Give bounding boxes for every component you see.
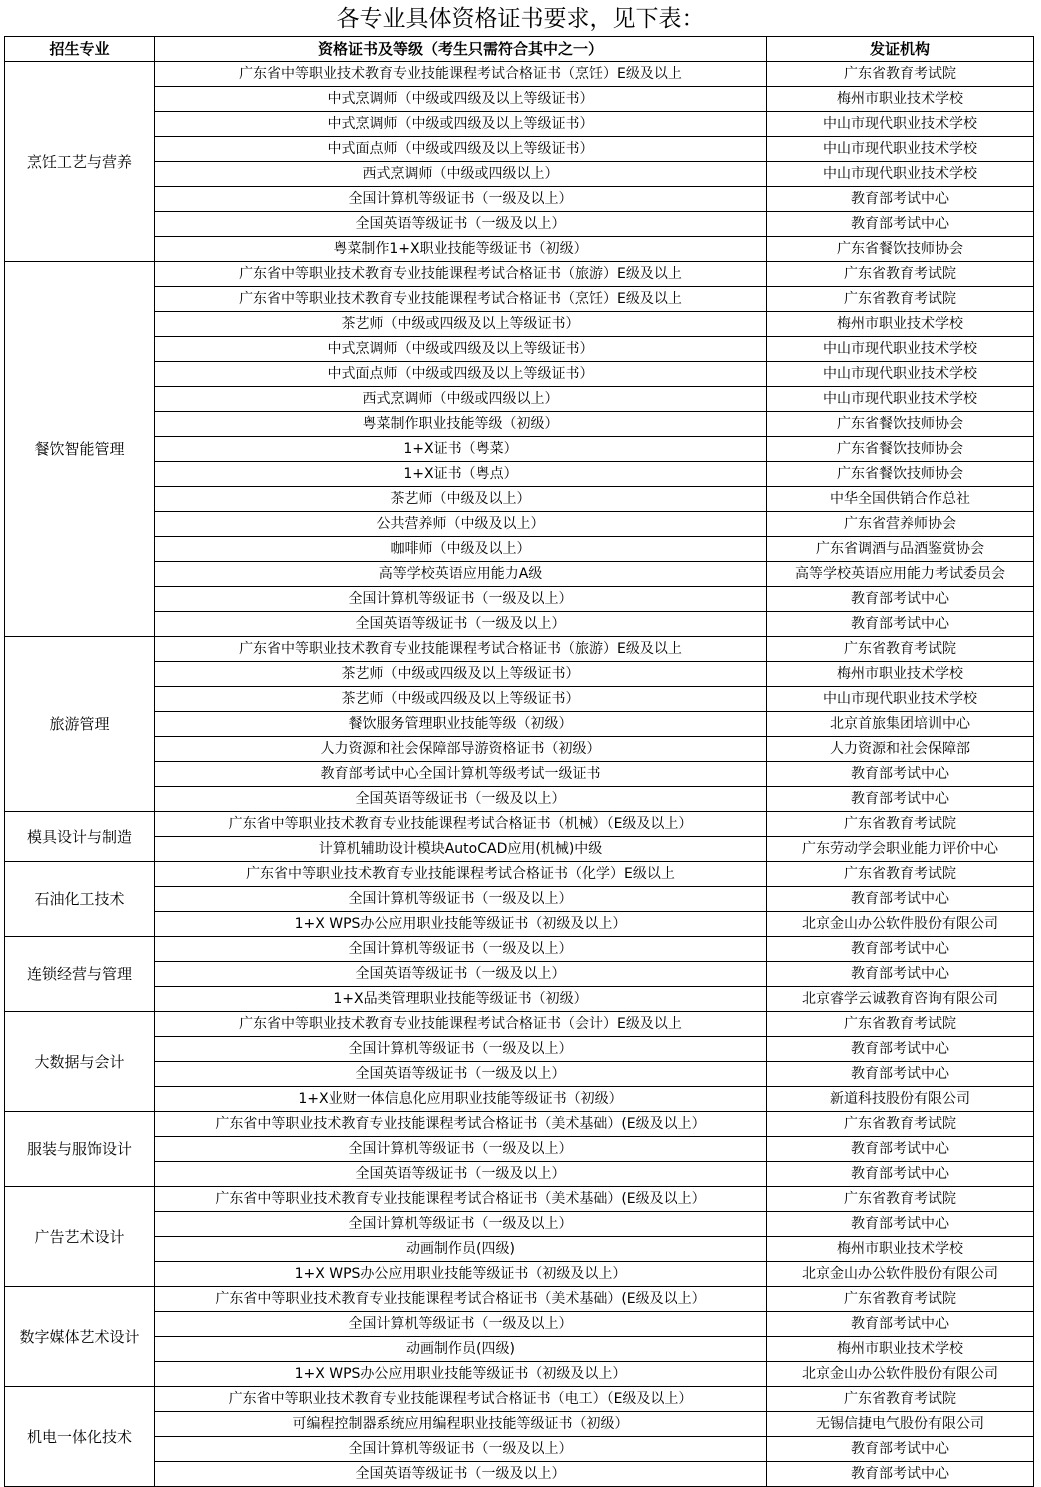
issuing-authority: 广东省营养师协会 [767, 512, 1034, 537]
certificate-name: 中式烹调师（中级或四级及以上等级证书） [155, 112, 767, 137]
issuing-authority: 广东省教育考试院 [767, 1187, 1034, 1212]
table-row [5, 937, 1034, 962]
issuing-authority: 教育部考试中心 [767, 1212, 1034, 1237]
table-header-row [5, 37, 1034, 62]
issuing-authority: 广东省教育考试院 [767, 287, 1034, 312]
certificate-name: 全国英语等级证书（一级及以上） [155, 1062, 767, 1087]
certificate-name: 茶艺师（中级或四级及以上等级证书） [155, 312, 767, 337]
certificate-name: 广东省中等职业技术教育专业技能课程考试合格证书（电工）（E级及以上） [155, 1387, 767, 1412]
certificate-name: 1+X WPS办公应用职业技能等级证书（初级及以上） [155, 1362, 767, 1387]
certificate-name: 动画制作员(四级) [155, 1237, 767, 1262]
issuing-authority: 广东省调酒与品酒鉴赏协会 [767, 537, 1034, 562]
certificate-name: 中式烹调师（中级或四级及以上等级证书） [155, 337, 767, 362]
certificate-name: 计算机辅助设计模块AutoCAD应用(机械)中级 [155, 837, 767, 862]
major-name: 旅游管理 [5, 637, 155, 812]
certificate-name: 全国计算机等级证书（一级及以上） [155, 1037, 767, 1062]
certificate-name: 粤菜制作1+X职业技能等级证书（初级） [155, 237, 767, 262]
issuing-authority: 教育部考试中心 [767, 1037, 1034, 1062]
issuing-authority: 教育部考试中心 [767, 1462, 1034, 1487]
table-row [5, 237, 1034, 262]
issuing-authority: 教育部考试中心 [767, 587, 1034, 612]
issuing-authority: 中山市现代职业技术学校 [767, 387, 1034, 412]
table-row [5, 387, 1034, 412]
issuing-authority: 教育部考试中心 [767, 962, 1034, 987]
table-row [5, 287, 1034, 312]
certificate-name: 广东省中等职业技术教育专业技能课程考试合格证书（美术基础）(E级及以上） [155, 1287, 767, 1312]
table-row [5, 1337, 1034, 1362]
certificate-name: 全国计算机等级证书（一级及以上） [155, 1312, 767, 1337]
header-issuer: 发证机构 [767, 37, 1034, 62]
issuing-authority: 教育部考试中心 [767, 1162, 1034, 1187]
issuing-authority: 广东省教育考试院 [767, 862, 1034, 887]
certificate-name: 茶艺师（中级或四级及以上等级证书） [155, 662, 767, 687]
certificate-name: 公共营养师（中级及以上） [155, 512, 767, 537]
table-row [5, 137, 1034, 162]
table-row [5, 312, 1034, 337]
table-row [5, 412, 1034, 437]
certificate-name: 广东省中等职业技术教育专业技能课程考试合格证书（旅游）E级及以上 [155, 637, 767, 662]
issuing-authority: 北京金山办公软件股份有限公司 [767, 1262, 1034, 1287]
table-row [5, 1237, 1034, 1262]
certificate-name: 全国计算机等级证书（一级及以上） [155, 887, 767, 912]
table-row [5, 687, 1034, 712]
issuing-authority: 广东省教育考试院 [767, 262, 1034, 287]
issuing-authority: 教育部考试中心 [767, 937, 1034, 962]
issuing-authority: 教育部考试中心 [767, 1437, 1034, 1462]
issuing-authority: 教育部考试中心 [767, 212, 1034, 237]
certificate-name: 中式面点师（中级或四级及以上等级证书） [155, 362, 767, 387]
table-row [5, 437, 1034, 462]
table-row [5, 1462, 1034, 1487]
table-row [5, 862, 1034, 887]
issuing-authority: 教育部考试中心 [767, 1062, 1034, 1087]
certificate-name: 全国计算机等级证书（一级及以上） [155, 587, 767, 612]
table-row [5, 487, 1034, 512]
certificate-name: 中式面点师（中级或四级及以上等级证书） [155, 137, 767, 162]
table-row [5, 262, 1034, 287]
certificate-table [4, 36, 1034, 1487]
table-row [5, 362, 1034, 387]
issuing-authority: 梅州市职业技术学校 [767, 87, 1034, 112]
table-row [5, 737, 1034, 762]
certificate-name: 可编程控制器系统应用编程职业技能等级证书（初级） [155, 1412, 767, 1437]
issuing-authority: 广东省餐饮技师协会 [767, 237, 1034, 262]
certificate-name: 1+X证书（粤点） [155, 462, 767, 487]
page-title: 各专业具体资格证书要求，见下表： [336, 6, 705, 32]
table-row [5, 1262, 1034, 1287]
certificate-name: 全国计算机等级证书（一级及以上） [155, 937, 767, 962]
certificate-name: 茶艺师（中级或四级及以上等级证书） [155, 687, 767, 712]
issuing-authority: 梅州市职业技术学校 [767, 662, 1034, 687]
table-row [5, 1037, 1034, 1062]
major-name: 机电一体化技术 [5, 1387, 155, 1487]
major-name: 石油化工技术 [5, 862, 155, 937]
table-row [5, 162, 1034, 187]
certificate-name: 广东省中等职业技术教育专业技能课程考试合格证书（旅游）E级及以上 [155, 262, 767, 287]
certificate-name: 人力资源和社会保障部导游资格证书（初级） [155, 737, 767, 762]
certificate-name: 广东省中等职业技术教育专业技能课程考试合格证书（美术基础）(E级及以上） [155, 1187, 767, 1212]
table-row [5, 112, 1034, 137]
table-row [5, 537, 1034, 562]
table-row [5, 787, 1034, 812]
table-row [5, 637, 1034, 662]
issuing-authority: 教育部考试中心 [767, 187, 1034, 212]
table-row [5, 62, 1034, 87]
major-name: 模具设计与制造 [5, 812, 155, 862]
header-certificate: 资格证书及等级（考生只需符合其中之一） [155, 37, 767, 62]
issuing-authority: 中山市现代职业技术学校 [767, 337, 1034, 362]
certificate-name: 1+X品类管理职业技能等级证书（初级） [155, 987, 767, 1012]
certificate-name: 全国英语等级证书（一级及以上） [155, 787, 767, 812]
certificate-name: 全国英语等级证书（一级及以上） [155, 212, 767, 237]
issuing-authority: 教育部考试中心 [767, 612, 1034, 637]
issuing-authority: 人力资源和社会保障部 [767, 737, 1034, 762]
issuing-authority: 中山市现代职业技术学校 [767, 112, 1034, 137]
major-name: 数字媒体艺术设计 [5, 1287, 155, 1387]
certificate-name: 广东省中等职业技术教育专业技能课程考试合格证书（美术基础）(E级及以上） [155, 1112, 767, 1137]
major-name: 大数据与会计 [5, 1012, 155, 1112]
issuing-authority: 北京睿学云诚教育咨询有限公司 [767, 987, 1034, 1012]
table-row [5, 1387, 1034, 1412]
header-major: 招生专业 [5, 37, 155, 62]
major-name: 服装与服饰设计 [5, 1112, 155, 1187]
table-row [5, 1012, 1034, 1037]
issuing-authority: 广东省教育考试院 [767, 1112, 1034, 1137]
table-row [5, 837, 1034, 862]
certificate-name: 咖啡师（中级及以上） [155, 537, 767, 562]
certificate-name: 广东省中等职业技术教育专业技能课程考试合格证书（烹饪）E级及以上 [155, 287, 767, 312]
table-row [5, 712, 1034, 737]
issuing-authority: 教育部考试中心 [767, 1312, 1034, 1337]
table-row [5, 762, 1034, 787]
issuing-authority: 中山市现代职业技术学校 [767, 362, 1034, 387]
table-row [5, 1212, 1034, 1237]
table-row [5, 987, 1034, 1012]
issuing-authority: 梅州市职业技术学校 [767, 312, 1034, 337]
certificate-name: 中式烹调师（中级或四级及以上等级证书） [155, 87, 767, 112]
issuing-authority: 中华全国供销合作总社 [767, 487, 1034, 512]
issuing-authority: 北京首旅集团培训中心 [767, 712, 1034, 737]
issuing-authority: 广东省餐饮技师协会 [767, 437, 1034, 462]
issuing-authority: 新道科技股份有限公司 [767, 1087, 1034, 1112]
table-row [5, 887, 1034, 912]
table-row [5, 212, 1034, 237]
certificate-name: 全国计算机等级证书（一级及以上） [155, 1137, 767, 1162]
certificate-name: 1+X WPS办公应用职业技能等级证书（初级及以上） [155, 1262, 767, 1287]
issuing-authority: 广东省餐饮技师协会 [767, 412, 1034, 437]
certificate-name: 全国英语等级证书（一级及以上） [155, 1162, 767, 1187]
issuing-authority: 中山市现代职业技术学校 [767, 137, 1034, 162]
certificate-name: 1+X WPS办公应用职业技能等级证书（初级及以上） [155, 912, 767, 937]
issuing-authority: 北京金山办公软件股份有限公司 [767, 1362, 1034, 1387]
table-row [5, 1412, 1034, 1437]
certificate-name: 广东省中等职业技术教育专业技能课程考试合格证书（化学）E级以上 [155, 862, 767, 887]
issuing-authority: 梅州市职业技术学校 [767, 1337, 1034, 1362]
certificate-name: 粤菜制作职业技能等级（初级） [155, 412, 767, 437]
table-row [5, 1087, 1034, 1112]
issuing-authority: 中山市现代职业技术学校 [767, 162, 1034, 187]
issuing-authority: 广东劳动学会职业能力评价中心 [767, 837, 1034, 862]
certificate-name: 全国计算机等级证书（一级及以上） [155, 1212, 767, 1237]
table-body [5, 62, 1034, 1487]
major-name: 连锁经营与管理 [5, 937, 155, 1012]
table-row [5, 87, 1034, 112]
issuing-authority: 无锡信捷电气股份有限公司 [767, 1412, 1034, 1437]
certificate-name: 1+X证书（粤菜） [155, 437, 767, 462]
table-row [5, 1112, 1034, 1137]
issuing-authority: 中山市现代职业技术学校 [767, 687, 1034, 712]
table-row [5, 812, 1034, 837]
issuing-authority: 高等学校英语应用能力考试委员会 [767, 562, 1034, 587]
issuing-authority: 教育部考试中心 [767, 787, 1034, 812]
certificate-name: 西式烹调师（中级或四级以上） [155, 162, 767, 187]
table-row [5, 512, 1034, 537]
certificate-name: 全国英语等级证书（一级及以上） [155, 1462, 767, 1487]
certificate-name: 西式烹调师（中级或四级以上） [155, 387, 767, 412]
major-name: 餐饮智能管理 [5, 262, 155, 637]
issuing-authority: 广东省教育考试院 [767, 1287, 1034, 1312]
table-row [5, 462, 1034, 487]
table-row [5, 662, 1034, 687]
issuing-authority: 教育部考试中心 [767, 762, 1034, 787]
certificate-name: 全国计算机等级证书（一级及以上） [155, 1437, 767, 1462]
issuing-authority: 广东省教育考试院 [767, 62, 1034, 87]
major-name: 广告艺术设计 [5, 1187, 155, 1287]
certificate-name: 教育部考试中心全国计算机等级考试一级证书 [155, 762, 767, 787]
table-row [5, 1162, 1034, 1187]
certificate-name: 茶艺师（中级及以上） [155, 487, 767, 512]
table-row [5, 1312, 1034, 1337]
issuing-authority: 广东省教育考试院 [767, 1387, 1034, 1412]
certificate-name: 广东省中等职业技术教育专业技能课程考试合格证书（机械）（E级及以上） [155, 812, 767, 837]
certificate-name: 全国计算机等级证书（一级及以上） [155, 187, 767, 212]
certificate-name: 广东省中等职业技术教育专业技能课程考试合格证书（烹饪）E级及以上 [155, 62, 767, 87]
table-row [5, 587, 1034, 612]
issuing-authority: 广东省教育考试院 [767, 1012, 1034, 1037]
issuing-authority: 梅州市职业技术学校 [767, 1237, 1034, 1262]
certificate-name: 1+X业财一体信息化应用职业技能等级证书（初级） [155, 1087, 767, 1112]
certificate-name: 餐饮服务管理职业技能等级（初级） [155, 712, 767, 737]
certificate-name: 动画制作员(四级) [155, 1337, 767, 1362]
issuing-authority: 教育部考试中心 [767, 1137, 1034, 1162]
table-row [5, 1362, 1034, 1387]
certificate-name: 广东省中等职业技术教育专业技能课程考试合格证书（会计）E级及以上 [155, 1012, 767, 1037]
issuing-authority: 广东省教育考试院 [767, 637, 1034, 662]
major-name: 烹饪工艺与营养 [5, 62, 155, 262]
certificate-name: 全国英语等级证书（一级及以上） [155, 962, 767, 987]
table-row [5, 1187, 1034, 1212]
certificate-name: 高等学校英语应用能力A级 [155, 562, 767, 587]
table-row [5, 962, 1034, 987]
table-row [5, 337, 1034, 362]
table-row [5, 1287, 1034, 1312]
issuing-authority: 教育部考试中心 [767, 887, 1034, 912]
table-row [5, 187, 1034, 212]
table-row [5, 1137, 1034, 1162]
issuing-authority: 广东省教育考试院 [767, 812, 1034, 837]
certificate-name: 全国英语等级证书（一级及以上） [155, 612, 767, 637]
table-row [5, 612, 1034, 637]
issuing-authority: 广东省餐饮技师协会 [767, 462, 1034, 487]
table-row [5, 1062, 1034, 1087]
table-row [5, 1437, 1034, 1462]
table-row [5, 562, 1034, 587]
issuing-authority: 北京金山办公软件股份有限公司 [767, 912, 1034, 937]
table-row [5, 912, 1034, 937]
